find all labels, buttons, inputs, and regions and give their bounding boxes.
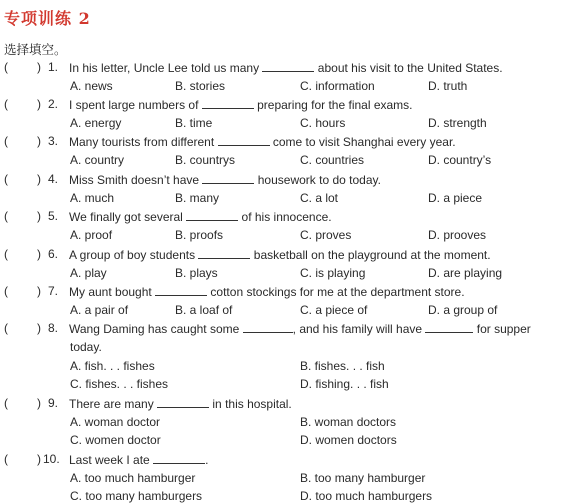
option-a[interactable]: A. proof — [70, 228, 113, 242]
answer-paren-left: ( — [4, 396, 8, 410]
option-a[interactable]: A. energy — [70, 116, 122, 130]
option-a[interactable]: A. fish. . . fishes — [70, 359, 155, 373]
answer-paren-right: ) — [37, 396, 41, 410]
question-text: My aunt bought cotton stockings for me at the department store. — [69, 285, 465, 299]
option-a[interactable]: A. much — [70, 191, 115, 205]
option-b[interactable]: B. a loaf of — [175, 303, 233, 317]
answer-paren-left: ( — [4, 134, 8, 148]
option-b[interactable]: B. proofs — [175, 228, 224, 242]
answer-paren-left: ( — [4, 97, 8, 111]
answer-paren-right: ) — [37, 321, 41, 335]
answer-paren-left: ( — [4, 321, 8, 335]
question-continuation: today. — [70, 340, 102, 354]
question-text: Last week I ate . — [69, 453, 209, 467]
question-number: 9. — [48, 396, 59, 410]
answer-paren-right: ) — [37, 209, 41, 223]
answer-paren-right: ) — [37, 452, 41, 466]
option-c[interactable]: C. proves — [300, 228, 352, 242]
answer-blank[interactable] — [202, 97, 254, 109]
answer-blank[interactable] — [153, 452, 205, 464]
question-text: In his letter, Uncle Lee told us many about his visit to the United States. — [69, 61, 503, 75]
option-d[interactable]: D. too much hamburgers — [300, 489, 433, 503]
option-c[interactable]: C. is playing — [300, 266, 366, 280]
answer-blank[interactable] — [155, 284, 207, 296]
answer-paren-right: ) — [37, 60, 41, 74]
option-b[interactable]: B. plays — [175, 266, 218, 280]
answer-blank[interactable] — [243, 321, 293, 333]
option-d[interactable]: D. a group of — [428, 303, 498, 317]
answer-paren-right: ) — [37, 134, 41, 148]
instruction-text: 选择填空。 — [4, 42, 67, 57]
option-a[interactable]: A. woman doctor — [70, 415, 161, 429]
option-c[interactable]: C. a lot — [300, 191, 339, 205]
answer-blank[interactable] — [198, 247, 250, 259]
option-c[interactable]: C. hours — [300, 116, 346, 130]
answer-paren-left: ( — [4, 247, 8, 261]
answer-paren-left: ( — [4, 209, 8, 223]
option-c[interactable]: C. information — [300, 79, 375, 93]
option-c[interactable]: C. fishes. . . fishes — [70, 377, 169, 391]
question-text: I spent large numbers of preparing for the final exams. — [69, 98, 413, 112]
option-b[interactable]: B. too many hamburger — [300, 471, 426, 485]
answer-paren-right: ) — [37, 247, 41, 261]
answer-paren-left: ( — [4, 172, 8, 186]
section-title: 专项训练 2 — [4, 9, 91, 28]
question-number: 1. — [48, 60, 59, 74]
answer-paren-left: ( — [4, 284, 8, 298]
option-a[interactable]: A. news — [70, 79, 113, 93]
question-text: A group of boy students basketball on the playground at the moment. — [69, 248, 491, 262]
question-number: 6. — [48, 247, 59, 261]
option-a[interactable]: A. play — [70, 266, 107, 280]
option-b[interactable]: B. woman doctors — [300, 415, 397, 429]
option-a[interactable]: A. a pair of — [70, 303, 129, 317]
question-number: 2. — [48, 97, 59, 111]
answer-blank[interactable] — [202, 172, 254, 184]
answer-blank[interactable] — [218, 134, 270, 146]
question-text: We finally got several of his innocence. — [69, 210, 332, 224]
option-d[interactable]: D. truth — [428, 79, 468, 93]
option-a[interactable]: A. too much hamburger — [70, 471, 196, 485]
question-number: 5. — [48, 209, 59, 223]
question-number: 10. — [43, 452, 60, 466]
option-b[interactable]: B. fishes. . . fish — [300, 359, 385, 373]
answer-blank[interactable] — [425, 321, 473, 333]
answer-blank[interactable] — [186, 209, 238, 221]
option-b[interactable]: B. many — [175, 191, 220, 205]
option-c[interactable]: C. too many hamburgers — [70, 489, 203, 503]
question-text: Many tourists from different come to visit Shanghai every year. — [69, 135, 456, 149]
option-d[interactable]: D. prooves — [428, 228, 487, 242]
option-d[interactable]: D. strength — [428, 116, 487, 130]
question-number: 7. — [48, 284, 59, 298]
option-d[interactable]: D. are playing — [428, 266, 503, 280]
option-d[interactable]: D. country’s — [428, 153, 492, 167]
option-c[interactable]: C. women doctor — [70, 433, 161, 447]
option-b[interactable]: B. time — [175, 116, 213, 130]
answer-paren-right: ) — [37, 97, 41, 111]
option-b[interactable]: B. stories — [175, 79, 226, 93]
option-a[interactable]: A. country — [70, 153, 125, 167]
question-text: There are many in this hospital. — [69, 397, 292, 411]
answer-paren-left: ( — [4, 452, 8, 466]
question-number: 3. — [48, 134, 59, 148]
question-text: Miss Smith doesn’t have housework to do today. — [69, 173, 381, 187]
answer-paren-left: ( — [4, 60, 8, 74]
option-b[interactable]: B. countrys — [175, 153, 236, 167]
option-d[interactable]: D. women doctors — [300, 433, 397, 447]
answer-blank[interactable] — [262, 60, 314, 72]
answer-paren-right: ) — [37, 284, 41, 298]
question-number: 8. — [48, 321, 59, 335]
option-c[interactable]: C. countries — [300, 153, 365, 167]
answer-blank[interactable] — [157, 396, 209, 408]
question-text: Wang Daming has caught some , and his family will have for supper — [69, 322, 531, 336]
option-d[interactable]: D. a piece — [428, 191, 483, 205]
option-d[interactable]: D. fishing. . . fish — [300, 377, 389, 391]
option-c[interactable]: C. a piece of — [300, 303, 368, 317]
question-number: 4. — [48, 172, 59, 186]
answer-paren-right: ) — [37, 172, 41, 186]
